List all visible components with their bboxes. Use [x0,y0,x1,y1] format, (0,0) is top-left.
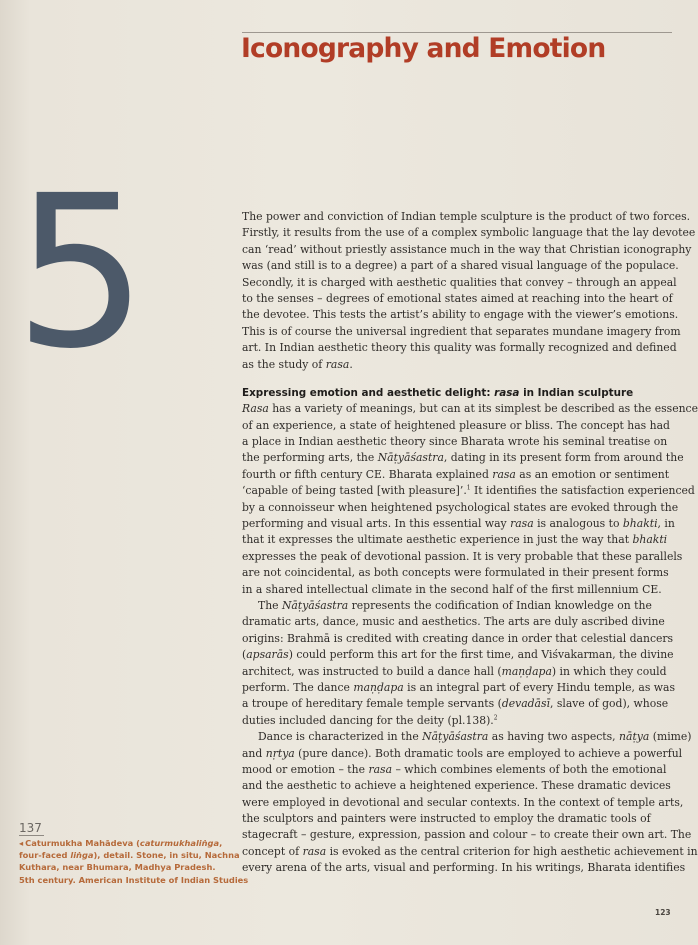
text-run: as having two aspects, [488,730,620,744]
italic-term: Nāṭyāśastra [422,730,489,744]
text-line [242,242,692,258]
text-run: and the aesthetic to achieve a heightened experience. These dramatic devices [242,779,671,793]
text-line [19,874,249,886]
text-line [242,762,682,778]
subheading-italic: rasa [494,386,520,399]
footnote-marker: 1 [466,484,471,492]
italic-term: caturmukhaliṅga [139,838,220,848]
text-line [19,861,231,873]
italic-term: liṅga [70,850,94,861]
text-line [242,811,682,827]
text-run: , in [657,517,675,531]
text-run: and [242,746,266,760]
text-line [242,483,695,499]
text-line [242,729,692,745]
text-line [19,837,231,849]
text-line [242,450,682,466]
text-run: a troupe of hereditary female temple servants ( [242,697,502,711]
text-run: can ‘read’ without priestly assistance much in the way that Christian iconography [242,242,692,256]
arrow-left-icon: ◂ [19,838,24,848]
text-run: the devotee. This tests the artist’s ability to engage with the viewer’s emotions. [242,308,679,322]
text-run: fourth or fifth century CE. Bharata explained [242,467,493,481]
text-line [242,827,692,843]
plate-caption [19,837,249,886]
text-run: This is of course the universal ingredient that separates mundane imagery from [242,324,681,338]
text-line [242,418,682,434]
paragraph-gap [242,373,682,385]
text-line [242,614,682,630]
text-run: that it expresses the ultimate aesthetic experience in just the way that [242,533,633,547]
paragraph-2 [242,598,682,729]
text-line [242,225,696,241]
text-run: the sculptors and painters were instructed to employ the dramatic tools of [242,812,651,826]
text-line [242,549,682,565]
text-run: The power and conviction of Indian temple sculpture is the product of two forces. [242,210,691,223]
text-run: has a variety of meanings, but can at its simplest be described as the essence [268,402,698,416]
text-run: , [219,838,223,848]
chapter-number: 5 [14,150,142,395]
text-run: concept of [242,844,303,858]
italic-term: Nāṭyāśastra [377,451,444,465]
italic-term: rasa [325,357,350,371]
text-run: ( [242,648,247,662]
text-line [242,324,682,340]
text-line [242,664,682,680]
subheading-text-end: in Indian sculpture [519,386,634,399]
text-run: the performing arts, the [242,451,378,465]
text-line [242,291,682,307]
text-run: were employed in devotional and secular contexts. In the context of temple arts, [242,795,684,809]
italic-term: rasa [492,467,516,481]
text-run: architect, was instructed to build a dance hall ( [242,664,502,678]
text-run: perform. The dance [242,680,354,694]
paragraph-3 [242,729,698,877]
text-run: 5th century. American Institute of Indian Studies [19,874,249,885]
text-line [242,209,691,225]
text-run: is analogous to [533,517,623,531]
text-run: was (and still is to a degree) a part of a shared visual language of the populace. [242,259,679,273]
text-line [242,647,682,663]
text-run: art. In Indian aesthetic theory this quality was formally recognized and defined [242,341,677,355]
text-run: mood or emotion – the [242,762,369,776]
text-run: , dating in its present form from around the [443,451,684,465]
text-run: It identifies the satisfaction experienced [470,484,695,498]
chapter-title: Iconography and Emotion [241,33,606,64]
italic-term: Rasa [242,402,269,416]
text-run: , slave of god), whose [550,697,669,711]
text-line [242,795,682,811]
text-run: (mime) [649,730,692,744]
section-subheading [242,385,682,401]
text-run: duties included dancing for the deity (pl.138). [242,713,494,727]
text-run: stagecraft – gesture, expression, passion and colour – to create their own art. The [242,828,692,842]
text-line [242,500,682,516]
text-run: to the senses – degrees of emotional states aimed at reaching into the heart of [242,291,673,305]
text-line [242,307,682,323]
text-run: of an experience, a state of heightened pleasure or bliss. The concept has had [242,418,670,432]
text-run: is an integral part of every Hindu temple, as was [403,680,676,694]
italic-term: apsarās [246,648,289,662]
paragraph-1 [242,401,698,598]
text-run: – which combines elements of both the emotional [392,762,667,776]
italic-term: bhakti [632,533,668,547]
text-run: dramatic arts, dance, music and aesthetics. The arts are duly ascribed divine [242,615,665,629]
text-run: represents the codification of Indian knowledge on the [348,598,652,612]
italic-term: maṇḍapa [501,664,552,678]
text-run: ) in which they could [551,664,667,678]
text-run: as the study of [242,357,326,371]
text-run: expresses the peak of devotional passion. It is very probable that these parallels [242,549,683,563]
italic-term: maṇḍapa [353,680,404,694]
text-line [242,778,682,794]
text-run: . [349,357,353,371]
text-line [242,434,682,450]
text-run: Firstly, it results from the use of a complex symbolic language that the lay devotee [242,226,696,240]
text-run: four-faced [19,850,71,861]
text-line [242,357,682,373]
text-run: ) could perform this art for the first time, and Viśvakarman, the divine [288,648,674,662]
text-run: is evoked as the central criterion for high aesthetic achievement in [326,844,698,858]
text-line [242,713,682,729]
text-run: Dance is characterized in the [258,730,423,744]
text-run: ‘capable of being tasted [with pleasure]’. [242,484,467,498]
text-run: origins: Brahmā is credited with creating dance in order that celestial dancers [242,631,674,645]
text-line [242,680,682,696]
text-line [242,340,682,356]
text-run: Secondly, it is charged with aesthetic qualities that convey – through an appeal [242,275,677,289]
text-run: a place in Indian aesthetic theory since Bharata wrote his seminal treatise on [242,435,668,449]
text-run: every arena of the arts, visual and performing. In his writings, Bharata identifies [242,861,686,875]
text-line [19,849,240,861]
text-line [242,631,682,647]
text-line [242,746,682,762]
text-run: (pure dance). Both dramatic tools are employed to achieve a powerful [294,746,683,760]
text-run: performing and visual arts. In this essential way [242,517,511,531]
text-line [242,275,682,291]
italic-term: Nāṭyāśastra [281,598,349,612]
italic-term: devadāsī [501,697,550,711]
italic-term: rasa [368,762,393,776]
italic-term: nṛtya [265,746,295,760]
text-line [242,696,682,712]
intro-paragraph [242,209,696,373]
plate-number: 137 [19,821,42,835]
text-run: ), detail. Stone, in situ, Nachna [93,850,240,861]
text-run: in a shared intellectual climate in the second half of the first millennium CE. [242,582,662,596]
italic-term: bhakti [622,517,658,531]
text-run: by a connoisseur when heightened psychological states are evoked through the [242,500,679,514]
text-line [242,598,682,614]
text-line [242,401,698,417]
footnote-marker: 2 [493,714,498,722]
text-run: Kuthara, near Bhumara, Madhya Pradesh. [19,862,216,873]
page-number: 123 [655,908,671,917]
text-line [242,516,682,532]
text-run: as an emotion or sentiment [515,467,670,481]
text-line [242,532,682,548]
text-run: Caturmukha Mahādeva ( [25,838,140,848]
text-line [242,258,682,274]
italic-term: nāṭya [619,730,650,744]
text-line [242,860,686,876]
italic-term: rasa [302,844,327,858]
text-line [242,565,682,581]
body-text [242,209,698,877]
text-run: The [258,598,282,612]
italic-term: rasa [510,517,534,531]
subheading-text: Expressing emotion and aesthetic delight: [242,386,495,399]
text-line [242,467,682,483]
text-line [242,844,698,860]
text-line [242,582,682,598]
text-run: are not coincidental, as both concepts were formulated in their present forms [242,566,669,580]
